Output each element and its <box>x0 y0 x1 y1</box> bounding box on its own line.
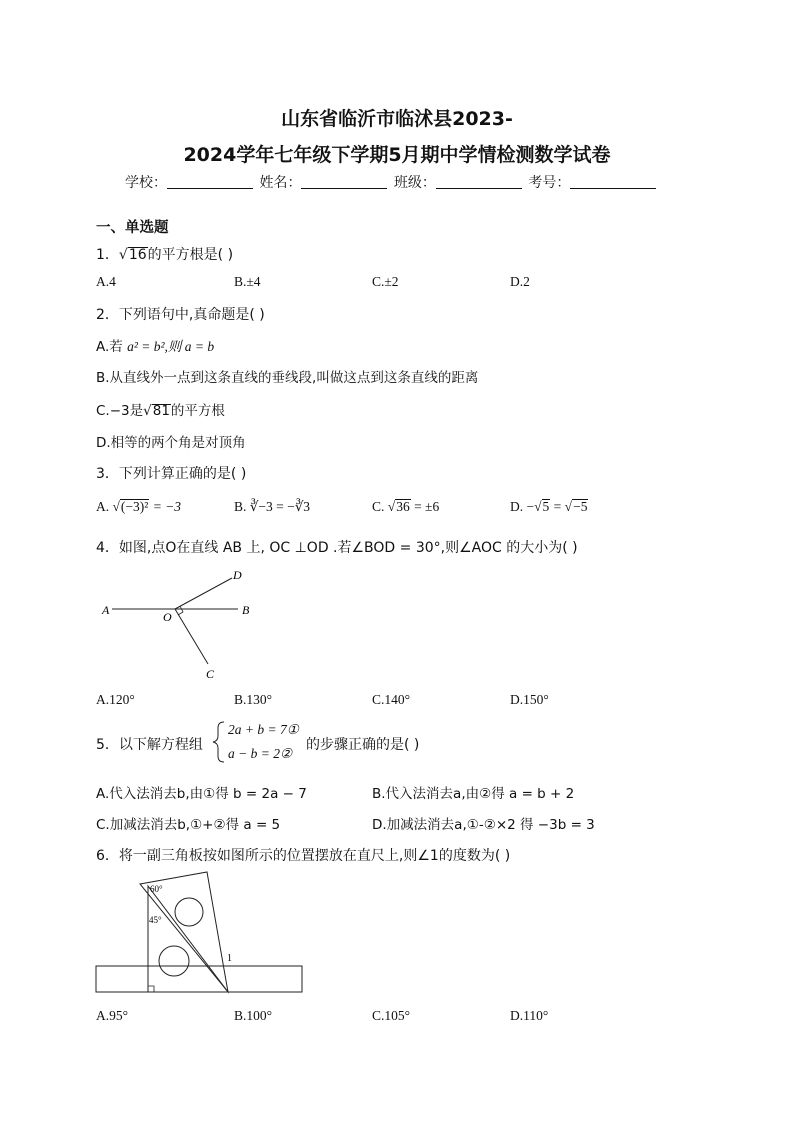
angle-1-label: 1 <box>227 953 232 964</box>
question-5-stem-prefix: 5．以下解方程组 <box>96 737 203 753</box>
q3-option-a-radicand: (−3)² <box>120 499 149 514</box>
question-5-stem-suffix: 的步骤正确的是( ) <box>306 737 420 753</box>
q3-option-a-result: = −3 <box>149 499 182 514</box>
q2-option-a-math: a² = b²,则 a = b <box>127 339 215 354</box>
q1-option-a[interactable]: A.4 <box>96 274 116 289</box>
q6-option-c[interactable]: C.105° <box>372 1008 411 1023</box>
label-b: B <box>242 603 250 617</box>
hole-lower <box>159 946 189 976</box>
hole-upper <box>175 898 203 926</box>
question-2-stem: 2．下列语句中,真命题是( ) <box>96 307 265 323</box>
question-6-stem: 6．将一副三角板按如图所示的位置摆放在直尺上,则∠1的度数为( ) <box>96 848 511 864</box>
q3-option-c[interactable]: C. √36 = ±6 <box>372 499 440 514</box>
question-3-stem: 3．下列计算正确的是( ) <box>96 466 247 482</box>
q1-stem-text: 的平方根是( ) <box>147 247 234 263</box>
q3-option-a[interactable]: A. √(−3)² = −3 <box>96 499 182 514</box>
question-1-stem: 1．√16的平方根是( ) <box>96 247 234 263</box>
q3-option-d-radicand-2: −5 <box>573 499 588 514</box>
q6-option-d[interactable]: D.110° <box>510 1008 549 1023</box>
title-line-2: 2024学年七年级下学期5月期中学情检测数学试卷 <box>183 144 611 166</box>
q6-option-b[interactable]: B.100° <box>234 1008 273 1023</box>
q5-option-c[interactable]: C.加减法消去b,①+②得 a = 5 <box>96 817 281 833</box>
q2-option-d[interactable]: D.相等的两个角是对顶角 <box>96 435 246 451</box>
q1-option-b[interactable]: B.±4 <box>234 274 261 289</box>
q3-option-d-radicand-1: 5 <box>542 499 550 514</box>
q3-option-d-equals: = <box>550 499 565 514</box>
label-o: O <box>163 610 172 624</box>
q3-option-b-math: ∛−3 = −∛3 <box>249 499 311 514</box>
q1-number: 1． <box>96 247 119 263</box>
title-line-1: 山东省临沂市临沭县2023- <box>281 108 513 130</box>
q1-option-c[interactable]: C.±2 <box>372 274 399 289</box>
class-label: 班级： <box>393 175 436 191</box>
q2-option-c-prefix: C.−3是 <box>96 403 144 419</box>
q3-option-a-label: A. <box>96 499 110 514</box>
q2-option-c-suffix: 的平方根 <box>170 403 225 419</box>
q2-option-c-radicand: 81 <box>152 403 170 419</box>
label-c: C <box>206 667 215 681</box>
q5-option-a[interactable]: A.代入法消去b,由①得 b = 2a − 7 <box>96 786 307 802</box>
q3-option-c-result: = ±6 <box>410 499 440 514</box>
q5-option-b[interactable]: B.代入法消去a,由②得 a = b + 2 <box>372 786 575 802</box>
q3-option-d-label: D. <box>510 499 524 514</box>
question-4-stem: 4．如图,点O在直线 AB 上, OC ⊥OD .若∠BOD = 30°,则∠AOC 的大小为( ) <box>96 540 578 556</box>
q1-option-d[interactable]: D.2 <box>510 274 530 289</box>
right-angle-mark-q6 <box>148 986 154 992</box>
label-d: D <box>233 568 242 582</box>
q4-option-b[interactable]: B.130° <box>234 692 273 707</box>
q2-option-b[interactable]: B.从直线外一点到这条直线的垂线段,叫做这点到这条直线的距离 <box>96 370 479 386</box>
q3-option-b-label: B. <box>234 499 247 514</box>
q4-option-a[interactable]: A.120° <box>96 692 135 707</box>
q5-equation-2: a − b = 2② <box>228 746 293 761</box>
q3-option-c-radicand: 36 <box>396 499 410 514</box>
name-label: 姓名： <box>259 175 302 191</box>
exam-number-label: 考号： <box>528 175 571 191</box>
school-label: 学校： <box>125 175 167 191</box>
angle-45-label: 45° <box>149 915 162 925</box>
q4-option-d[interactable]: D.150° <box>510 692 549 707</box>
q3-option-d-minus: − <box>526 499 535 514</box>
angle-60-label: 60° <box>150 884 163 894</box>
label-a: A <box>102 603 110 617</box>
q5-option-d[interactable]: D.加减法消去a,①-②×2 得 −3b = 3 <box>372 817 595 833</box>
q5-equation-1: 2a + b = 7① <box>228 722 299 737</box>
section-title: 一、单选题 <box>96 220 169 236</box>
q3-option-c-label: C. <box>372 499 385 514</box>
q4-option-c[interactable]: C.140° <box>372 692 411 707</box>
q2-option-c[interactable]: C.−3是√81的平方根 <box>96 403 225 419</box>
triangle-45 <box>148 886 228 992</box>
ruler <box>96 966 302 992</box>
q6-option-a[interactable]: A.95° <box>96 1008 129 1023</box>
q3-option-d[interactable]: D. −√5 = √−5 <box>510 499 588 514</box>
q1-radicand: 16 <box>128 247 147 263</box>
q2-option-a-prefix: A.若 <box>96 339 128 355</box>
